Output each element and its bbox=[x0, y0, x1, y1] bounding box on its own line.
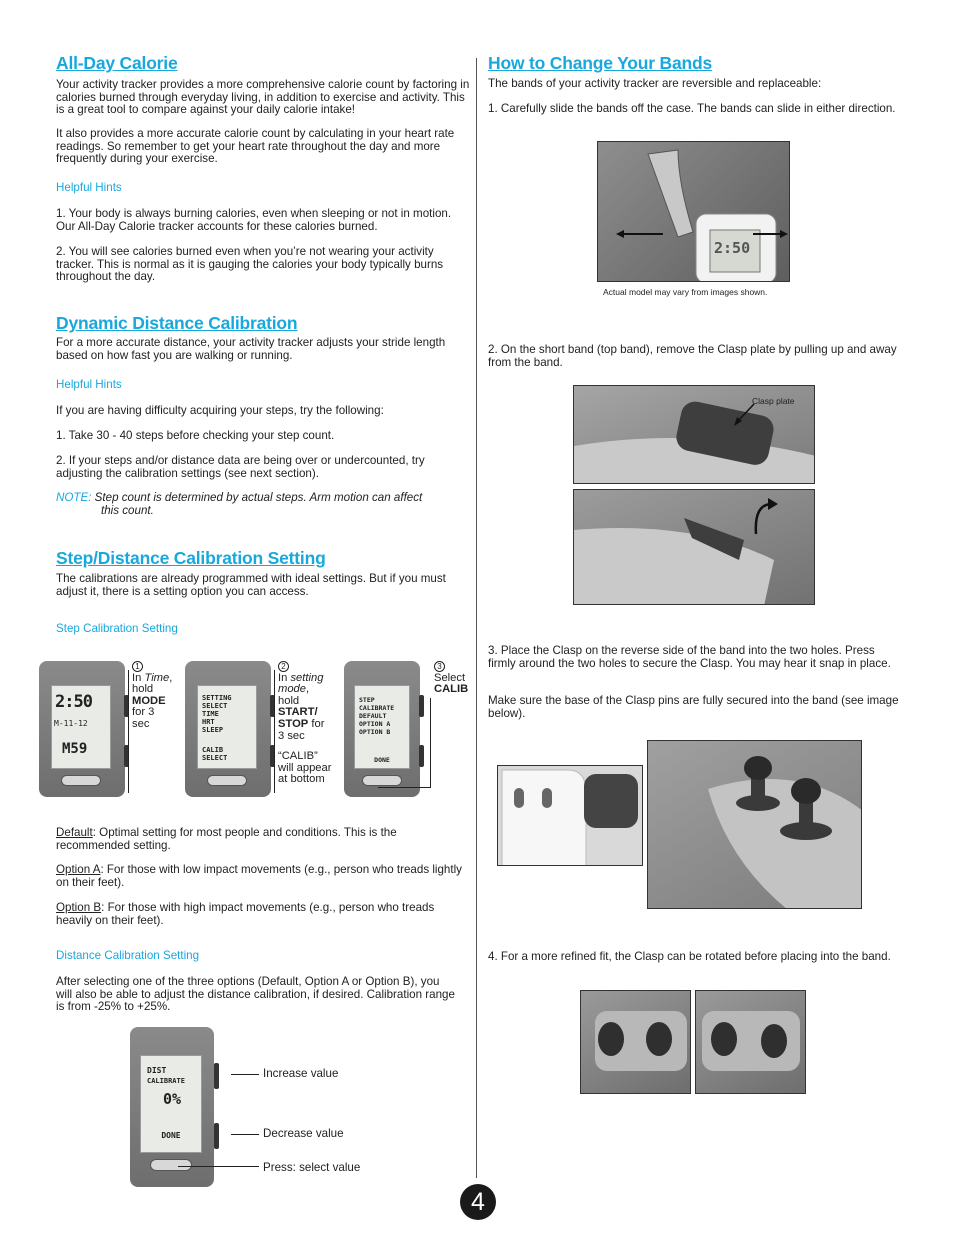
tracker-device-1 bbox=[39, 661, 125, 797]
step-1-for: for 3 bbox=[132, 706, 155, 719]
clasp-pins-illustration bbox=[648, 741, 862, 909]
clasp-rotation-illustration-1 bbox=[581, 991, 691, 1094]
step-instruction-2 bbox=[278, 661, 331, 786]
step-instruction-3 bbox=[434, 661, 468, 696]
screen-4-value: 0% bbox=[163, 1090, 182, 1108]
step-2-mode: mode bbox=[278, 683, 306, 696]
tracker-device-3 bbox=[344, 661, 420, 797]
all-day-calorie-paragraph-1: Your activity tracker provides a more comprehensive calorie count by factoring in calories burned through everyday living, in addition to exercise and activity. This is a great tool to compare against your daily calorie intake! bbox=[56, 78, 470, 117]
step-2-in: In bbox=[278, 671, 291, 684]
step-1-number: 1 bbox=[132, 661, 143, 672]
option-b-label: Option B bbox=[56, 901, 102, 914]
step-1-time: Time bbox=[144, 671, 170, 684]
steps-item-1: 1. Take 30 - 40 steps before checking your step count. bbox=[56, 429, 335, 442]
screen-3-line-1: STEP bbox=[359, 696, 375, 704]
tracker-screen-3 bbox=[354, 685, 410, 769]
step-instruction-1 bbox=[132, 661, 172, 731]
band-holes-illustration bbox=[498, 766, 643, 866]
select-value-label: Press: select value bbox=[263, 1161, 361, 1174]
step-2-hold: hold bbox=[278, 694, 300, 707]
option-a-label: Option A bbox=[56, 863, 101, 876]
step-1-mode: MODE bbox=[132, 694, 166, 707]
decrease-callout-line bbox=[231, 1134, 259, 1135]
tracker-screen-2 bbox=[197, 685, 257, 769]
step-calibration-title: Step Calibration Setting bbox=[56, 622, 178, 635]
dynamic-distance-paragraph: For a more accurate distance, your activity tracker adjusts your stride length based on how fast you are walking or running. bbox=[56, 336, 446, 362]
callout-line-3-horizontal bbox=[378, 787, 431, 788]
tracker-screen-1 bbox=[51, 685, 111, 769]
tracker-device-2 bbox=[185, 661, 271, 797]
bands-step-3a: 3. Place the Clasp on the reverse side of the band into the two holes. Press firmly around the two holes to secure the Clasp. You may hear it snap in place. bbox=[488, 644, 891, 670]
steps-intro: If you are having difficulty acquiring your steps, try the following: bbox=[56, 404, 384, 417]
option-b bbox=[56, 902, 468, 927]
increase-button[interactable] bbox=[214, 1063, 219, 1089]
increase-value-label: Increase value bbox=[263, 1067, 339, 1080]
step-2-setting: setting bbox=[290, 671, 324, 684]
step-2-start: START/ bbox=[278, 706, 318, 719]
screen-3-done: DONE bbox=[374, 756, 390, 764]
screen-3-line-5: OPTION B bbox=[359, 728, 391, 736]
page-number: 4 bbox=[471, 1188, 485, 1216]
step-2-bottom: at bottom bbox=[278, 773, 325, 786]
helpful-hints-title-2: Helpful Hints bbox=[56, 378, 122, 391]
screen-2-calib: CALIB bbox=[202, 746, 224, 754]
step-distance-heading: Step/Distance Calibration Setting bbox=[56, 548, 326, 568]
option-a-text: : For those with low impact movements (e.g., person who treads lightly on their feet). bbox=[56, 863, 462, 889]
default-label: Default bbox=[56, 826, 93, 839]
increase-callout-line bbox=[231, 1074, 259, 1075]
screen-4-dist: DIST bbox=[147, 1066, 167, 1075]
image-caption: Actual model may vary from images shown. bbox=[603, 287, 768, 297]
screen-1-top-value: 2:50 bbox=[55, 692, 92, 712]
band-holes-photo bbox=[497, 765, 643, 866]
note-text-line-1: Step count is determined by actual steps. Arm motion can affect bbox=[94, 491, 423, 504]
screen-2-line-4: HRT bbox=[202, 718, 215, 726]
step-distance-paragraph: The calibrations are already programmed with ideal settings. But if you must adjust it, there is a setting option you can access. bbox=[56, 572, 446, 598]
screen-3-line-2: CALIBRATE bbox=[359, 704, 395, 712]
side-button-3b[interactable] bbox=[419, 745, 424, 767]
screen-2-line-2: SELECT bbox=[202, 702, 228, 710]
step-3-calib: CALIB bbox=[434, 683, 469, 696]
all-day-calorie-paragraph-2: It also provides a more accurate calorie count by calculating in your heart rate readings. So remember to get your heart rate throughout the day and more frequently during your exercise. bbox=[56, 127, 455, 166]
screen-2-line-3: TIME bbox=[202, 710, 219, 718]
screen-3-line-4: OPTION A bbox=[359, 720, 391, 728]
screen-2-select: SELECT bbox=[202, 754, 228, 762]
step-2-comma: , bbox=[306, 683, 310, 696]
screen-1-date: M-11-12 bbox=[54, 719, 88, 728]
step-1-hold: hold bbox=[132, 683, 154, 696]
page-number-badge bbox=[460, 1184, 496, 1220]
all-day-hint-2: 2. You will see calories burned even when you’re not wearing your activity tracker. This is normal as it is gauging the calories your body typically burns throughout the day. bbox=[56, 245, 444, 284]
select-button-3[interactable] bbox=[362, 775, 402, 786]
note-label: NOTE: bbox=[56, 491, 92, 504]
step-3-select: Select bbox=[434, 671, 466, 684]
steps-item-2: 2. If your steps and/or distance data are being over or undercounted, try adjusting the calibration settings (see next section). bbox=[56, 454, 425, 480]
clasp-pins-photo bbox=[647, 740, 862, 909]
step-2-calib: “CALIB” bbox=[278, 750, 318, 763]
step-1-line-1: In bbox=[132, 671, 145, 684]
note-text-line-2: this count. bbox=[101, 503, 154, 517]
screen-1-bottom-value: M59 bbox=[62, 741, 88, 757]
step-2-sec: 3 sec bbox=[278, 729, 305, 742]
screen-3-line-3: DEFAULT bbox=[359, 712, 387, 720]
change-bands-heading: How to Change Your Bands bbox=[488, 53, 713, 73]
decrease-button[interactable] bbox=[214, 1123, 219, 1149]
watch-time-display: 2:50 bbox=[714, 239, 751, 257]
note bbox=[56, 492, 471, 517]
helpful-hints-title-1: Helpful Hints bbox=[56, 181, 122, 194]
option-b-text: : For those with high impact movements (e.g., person who treads heavily on their feet). bbox=[56, 901, 435, 927]
screen-2-line-5: SLEEP bbox=[202, 726, 224, 734]
distance-calibration-text: After selecting one of the three options (Default, Option A or Option B), you will also be able to adjust the distance calibration, if desired. Calibration range is from -25% to +25%. bbox=[56, 975, 455, 1014]
bands-step-4: 4. For a more refined fit, the Clasp can be rotated before placing into the band. bbox=[488, 950, 891, 963]
screen-2-line-1: SETTING bbox=[202, 694, 232, 702]
select-button-2[interactable] bbox=[207, 775, 247, 786]
select-callout-line bbox=[178, 1166, 259, 1167]
callout-line-1 bbox=[128, 670, 129, 793]
step-1-sec: sec bbox=[132, 717, 150, 730]
band-slide-illustration bbox=[598, 142, 790, 282]
callout-line-3 bbox=[430, 698, 431, 787]
side-button-3a[interactable] bbox=[419, 695, 424, 717]
all-day-hint-1: 1. Your body is always burning calories, even when sleeping or not in motion. Our All-Day Calorie tracker accounts for these calories burned. bbox=[56, 207, 452, 233]
decrease-value-label: Decrease value bbox=[263, 1127, 344, 1140]
tracker-device-4 bbox=[130, 1027, 214, 1187]
bands-step-3b: Make sure the base of the Clasp pins are fully secured into the band (see image below). bbox=[488, 694, 899, 720]
clasp-removal-photo bbox=[573, 489, 815, 605]
step-2-appear: will appear bbox=[278, 761, 332, 774]
step-3-number: 3 bbox=[434, 661, 445, 672]
tracker-screen-4 bbox=[140, 1055, 202, 1153]
distance-calibration-title: Distance Calibration Setting bbox=[56, 949, 200, 962]
bands-intro: The bands of your activity tracker are reversible and replaceable: bbox=[488, 77, 822, 90]
select-button-1[interactable] bbox=[61, 775, 101, 786]
clasp-plate-label: Clasp plate bbox=[752, 396, 795, 406]
default-text: : Optimal setting for most people and conditions. This is the recommended setting. bbox=[56, 826, 397, 852]
bands-step-2: 2. On the short band (top band), remove the Clasp plate by pulling up and away from the band. bbox=[488, 343, 897, 369]
clasp-rotation-illustration-2 bbox=[696, 991, 806, 1094]
bands-step-1: 1. Carefully slide the bands off the case. The bands can slide in either direction. bbox=[488, 102, 896, 115]
clasp-plate-photo bbox=[573, 385, 815, 484]
default-option bbox=[56, 827, 456, 852]
clasp-rotation-photo-2 bbox=[695, 990, 806, 1094]
callout-line-2 bbox=[274, 670, 275, 793]
step-2-number: 2 bbox=[278, 661, 289, 672]
band-slide-photo bbox=[597, 141, 790, 282]
screen-4-calibrate: CALIBRATE bbox=[147, 1077, 185, 1085]
option-a bbox=[56, 864, 468, 889]
screen-4-done: DONE bbox=[161, 1131, 181, 1140]
select-button-4[interactable] bbox=[150, 1159, 192, 1171]
step-1-comma: , bbox=[169, 671, 173, 684]
step-2-stop: STOP bbox=[278, 717, 309, 730]
dynamic-distance-heading: Dynamic Distance Calibration bbox=[56, 313, 298, 333]
all-day-calorie-heading: All-Day Calorie bbox=[56, 53, 178, 73]
column-divider bbox=[476, 58, 477, 1178]
step-2-for: for bbox=[308, 717, 325, 730]
clasp-rotation-photo-1 bbox=[580, 990, 691, 1094]
clasp-removal-illustration bbox=[574, 490, 815, 605]
